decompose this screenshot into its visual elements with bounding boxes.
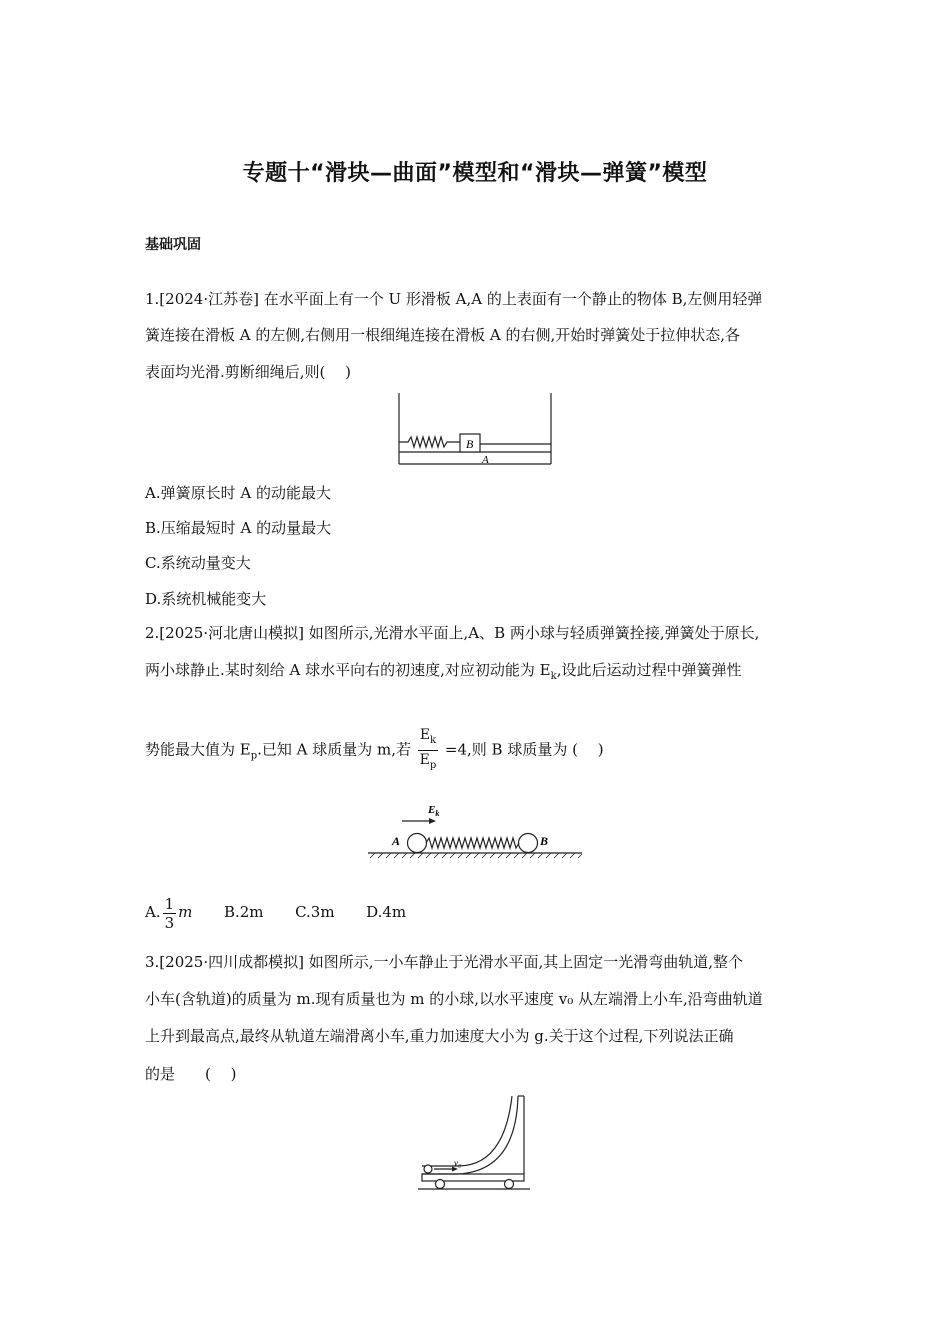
- ball-b: [519, 834, 538, 853]
- q2-figure: [366, 800, 586, 862]
- q1-line-1: 1.[2024·江苏卷] 在水平面上有一个 U 形滑板 A,A 的上表面有一个静止的物体 B,左侧用轻弹: [145, 290, 763, 308]
- q3-line-4: 的是 ( ): [145, 1065, 237, 1083]
- q1-option-c: C.系统动量变大: [145, 554, 251, 572]
- q1-option-a: A.弹簧原长时 A 的动能最大: [145, 484, 331, 502]
- q3-line-3: 上升到最高点,最终从轨道左端滑离小车,重力加速度大小为 g.关于这个过程,下列说法正确: [145, 1027, 734, 1045]
- q2-option-b: B.2m: [223, 903, 264, 921]
- curved-track-outer: [422, 1096, 518, 1174]
- ground-hatching: [370, 853, 582, 858]
- q2-line-2: 两小球静止.某时刻给 A 球水平向右的初速度,对应初动能为 $E_k$,设此后运动过程中弹簧弹性: [145, 661, 742, 682]
- curved-track-inner: [422, 1096, 512, 1166]
- label-a: A: [392, 834, 401, 848]
- label-ek: $E_k$: [428, 804, 440, 818]
- page-title: 专题十“滑块—曲面”模型和“滑块—弹簧”模型: [242, 161, 708, 186]
- q2-line-1: 2.[2025·河北唐山模拟] 如图所示,光滑水平面上,A、B 两小球与轻质弹簧拴接,弹簧处于原长,: [145, 624, 760, 642]
- q2-option-a: A. $\frac{1}{3}$ m: [145, 894, 193, 932]
- small-ball: [424, 1165, 432, 1173]
- cart-wheel-left: [436, 1180, 445, 1189]
- label-a: A: [482, 454, 489, 466]
- q2-option-d: D.4m: [366, 903, 407, 921]
- label-b: B: [540, 834, 549, 848]
- q1-option-b: B.压缩最短时 A 的动量最大: [145, 519, 332, 537]
- q2-line-3: 势能最大值为 $E_p$.已知 A 球质量为 m,若 $\frac{E_k}{E_p}$ =4,则 B 球质量为 ( ): [145, 726, 604, 776]
- q1-line-3: 表面均光滑.剪断细绳后,则( ): [145, 363, 352, 381]
- q3-line-2: 小车(含轨道)的质量为 m.现有质量也为 m 的小球,以水平速度 v₀ 从左端滑上小车,沿弯曲轨道: [145, 990, 763, 1008]
- spring: [399, 437, 460, 447]
- q1-line-2: 簧连接在滑板 A 的左侧,右侧用一根细绳连接在滑板 A 的右侧,开始时弹簧处于拉伸状态,各: [145, 326, 741, 344]
- cart-wheel-right: [505, 1180, 514, 1189]
- spring: [426, 838, 519, 848]
- velocity-arrow-head: [429, 818, 436, 824]
- label-b: B: [466, 437, 474, 451]
- ball-a: [408, 834, 427, 853]
- q3-figure: [416, 1093, 532, 1193]
- q1-figure: [396, 393, 556, 465]
- q1-option-d: D.系统机械能变大: [145, 590, 267, 608]
- ek-over-ep-fraction: $\frac{E_k}{E_p}$: [419, 727, 437, 771]
- section-heading: 基础巩固: [145, 237, 201, 253]
- label-v0: v₀: [454, 1158, 462, 1168]
- q2-option-c: C.3m: [295, 903, 335, 921]
- q3-line-1: 3.[2025·四川成都模拟] 如图所示,一小车静止于光滑水平面,其上固定一光滑弯曲轨道,整个: [145, 953, 744, 971]
- q2-options: [145, 892, 406, 932]
